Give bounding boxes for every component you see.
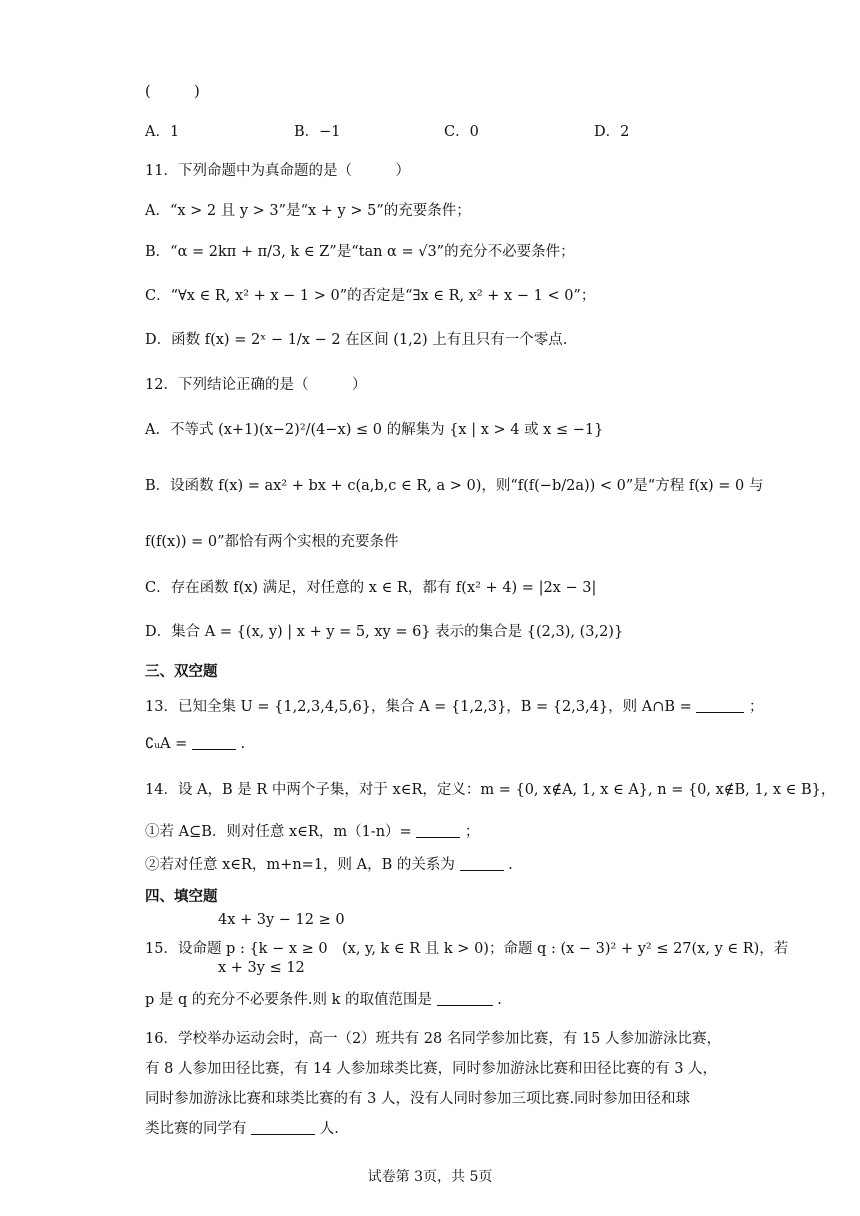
q14-line2	[145, 820, 479, 841]
q13-complement: ∁ᵤA =	[145, 736, 188, 752]
section-heading-3: 三、双空题	[145, 663, 218, 680]
q15-lead: 15．设命题 p : {k − x ≥ 0	[145, 941, 328, 957]
q10-option-b: B．−1	[294, 124, 341, 140]
q15-line2	[145, 988, 502, 1009]
q14-part1-end: ；	[464, 824, 480, 840]
q12-stem: 12．下列结论正确的是（ ）	[145, 377, 367, 393]
q14-line1: 14．设 A，B 是 R 中两个子集，对于 x∈R，定义：m = {0, x∉A, 1, x ∈ A}, n = {0, x∉B, 1, x ∈ B}，	[145, 782, 836, 798]
q15-system-line1: 4x + 3y − 12 ≥ 0	[218, 912, 345, 928]
q10-option-d: D．2	[594, 124, 630, 140]
q15-system-line3: x + 3y ≤ 12	[218, 960, 305, 976]
q14-blank-2[interactable]	[460, 856, 504, 871]
q15-condition: (x, y, k ∈ R 且 k > 0)；命题 q : (x − 3)² + y² ≤ 27(x, y ∈ R)，若	[342, 941, 789, 957]
q11-option-d: D．函数 f(x) = 2ˣ − 1/x − 2 在区间 (1,2) 上有且只有一个零点.	[145, 332, 568, 348]
q11-option-b: B．“α = 2kπ + π/3, k ∈ Z”是“tan α = √3”的充分不必要条件；	[145, 244, 575, 260]
q11-option-c: C．“∀x ∈ R, x² + x − 1 > 0”的否定是“∃x ∈ R, x² + x − 1 < 0”；	[145, 288, 596, 304]
q11-option-a: A．“x > 2 且 y > 3”是“x + y > 5”的充要条件；	[145, 203, 471, 219]
section-heading-4: 四、填空题	[145, 888, 218, 905]
q16-blank[interactable]	[251, 1120, 315, 1135]
q16-line1: 16．学校举办运动会时，高一（2）班共有 28 名同学参加比赛，有 15 人参加游泳比赛，	[145, 1031, 722, 1047]
q12-option-c: C．存在函数 f(x) 满足，对任意的 x ∈ R，都有 f(x² + 4) = |2x − 3|	[145, 580, 597, 596]
q15-line1	[145, 937, 328, 958]
q14-part1: ①若 A⊆B．则对任意 x∈R，m（1-n）=	[145, 824, 412, 840]
q14-part2: ②若对任意 x∈R，m+n=1，则 A，B 的关系为	[145, 857, 455, 873]
q12-option-d: D．集合 A = {(x, y) | x + y = 5, xy = 6} 表示的集合是 {(2,3), (3,2)}	[145, 624, 624, 640]
q13-blank-1[interactable]	[696, 698, 744, 713]
q13-line2	[145, 735, 245, 752]
q16-end: 人.	[319, 1121, 339, 1137]
q16-question: 类比赛的同学有	[145, 1121, 247, 1137]
q14-line3	[145, 853, 513, 874]
q16-line4	[145, 1117, 339, 1138]
q16-line3: 同时参加游泳比赛和球类比赛的有 3 人，没有人同时参加三项比赛.同时参加田径和球	[145, 1091, 691, 1107]
page-footer: 试卷第 3页，共 5页	[367, 1169, 493, 1185]
q15-blank[interactable]	[437, 991, 493, 1006]
q12-option-b-line1: B．设函数 f(x) = ax² + bx + c(a,b,c ∈ R, a > 0)，则“f(f(−b/2a)) < 0”是“方程 f(x) = 0 与	[145, 478, 764, 494]
q10-option-c: C．0	[444, 124, 479, 140]
q11-stem: 11．下列命题中为真命题的是（ ）	[145, 163, 410, 179]
q12-option-a: A．不等式 (x+1)(x−2)²/(4−x) ≤ 0 的解集为 {x | x > 4 或 x ≤ −1}	[145, 422, 604, 438]
q13-blank-2[interactable]	[192, 735, 236, 750]
answer-paren: ( )	[145, 84, 200, 100]
q13-text: 13．已知全集 U = {1,2,3,4,5,6}，集合 A = {1,2,3}，B = {2,3,4}，则 A∩B =	[145, 699, 692, 715]
q13-end-2: .	[240, 736, 246, 752]
q13-line1	[145, 695, 764, 716]
q13-end: ；	[749, 699, 764, 715]
q12-option-b-line2: f(f(x)) = 0”都恰有两个实根的充要条件	[145, 534, 399, 550]
q15-end: .	[497, 992, 502, 1008]
q10-option-a: A．1	[145, 124, 180, 140]
q14-part2-end: .	[508, 857, 513, 873]
q15-question: p 是 q 的充分不必要条件.则 k 的取值范围是	[145, 992, 433, 1008]
q14-blank-1[interactable]	[416, 823, 460, 838]
q16-line2: 有 8 人参加田径比赛，有 14 人参加球类比赛，同时参加游泳比赛和田径比赛的有 3 人，	[145, 1061, 718, 1077]
